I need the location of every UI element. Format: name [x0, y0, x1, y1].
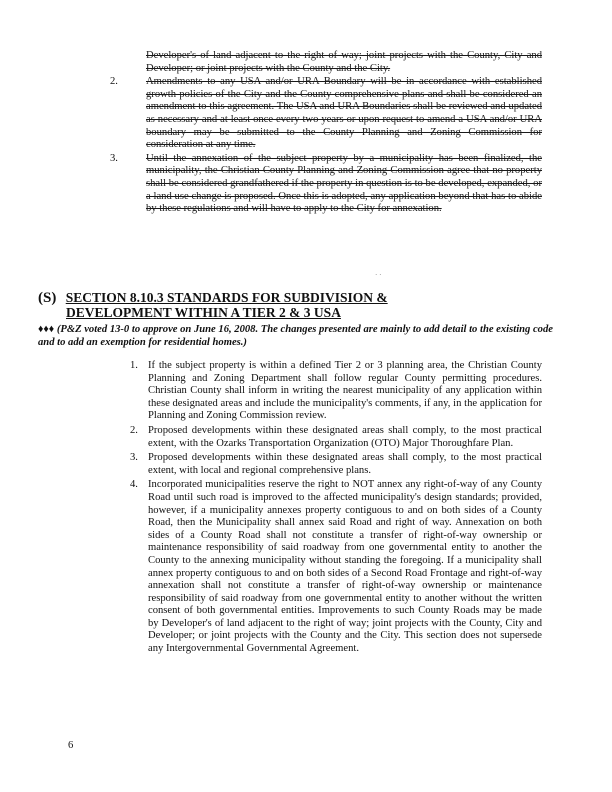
struck-item-3-number: 3.	[110, 152, 118, 164]
list-item-number: 3.	[130, 452, 138, 464]
section-heading	[38, 290, 558, 349]
list-item-text: Incorporated municipalities reserve the right to NOT annex any right-of-way of any County Road until such road is improved to the affected municipality's design standards; provided, however, if a municipality annexes property contiguous to and on both sides of a County Road, then the Municipality shall annex said Road and right of way. Annexation on both sides of a County Road shall not constitute a transfer of right-of-way ownership or maintenance responsibility of said roadway from one governmental entity to another the County to the annexing municipality without standing the foregoing. If a municipality shall annex property contiguous to and on both sides of a Second Road Frontage and right-of-way annexation shall not constitute a transfer of right-of-way ownership or maintenance responsibility of said roadway from one governmental entity to another without the written consent of both governmental entities. Improvements to such County Roads may be made by Developer's of land adjacent to the right of way; joint projects with the County, City and Developer; or joint projects with the County and the City. This section does not supersede any Intergovernmental Governmental Agreement.	[148, 479, 542, 655]
scan-smudge: · ·	[375, 271, 382, 279]
section-title-part-2: DEVELOPMENT WITHIN A TIER 2 & 3 USA	[66, 305, 341, 320]
list-item-number: 1.	[130, 360, 138, 371]
list-item	[130, 452, 542, 477]
list-item-number: 4.	[130, 479, 138, 491]
struck-item-3	[110, 153, 542, 216]
struck-text-block	[110, 50, 542, 216]
list-item-number: 2.	[130, 424, 138, 436]
section-title-part-1: SECTION 8.10.3 STANDARDS FOR SUBDIVISION &	[65, 290, 388, 305]
struck-item-2-text: Amendments to any USA and/or URA Boundary will be in accordance with established growth policies of the City and the County comprehensive plans and shall be considered an amendment to this agreement. The USA and URA Boundaries shall be reviewed and updated as necessary and at least once every two years or upon request to amend a USA and/or URA boundary may be submitted to the County Planning and Zoning Commission for consideration at any time.	[146, 76, 542, 151]
section-note: ♦♦♦ (P&Z voted 13-0 to approve on June 16, 2008. The changes presented are mainly to add detail to the existing code and to add an exemption for residential homes.)	[38, 324, 553, 348]
standards-list	[130, 360, 542, 658]
list-item	[130, 425, 542, 450]
struck-item-2	[110, 76, 542, 152]
section-mark: (S)	[38, 290, 57, 306]
section-title-line-1	[38, 290, 558, 306]
struck-paragraph-1: Developer's of land adjacent to the right of way; joint projects with the County, City and Developer; or joint projects with the County and the City.	[146, 50, 542, 74]
list-item	[130, 479, 542, 655]
list-item-text: If the subject property is within a defined Tier 2 or 3 planning area, the Christian County Planning and Zoning Department shall follow regular County permitting procedures. Christian County shall inform in writing the nearest municipality of any application within these designated areas and include the municipality's comments, if any, in the application for Planning and Zoning Commission review.	[148, 360, 542, 422]
struck-item-3-text: Until the annexation of the subject property by a municipality has been finalized, the municipality, the Christian County Planning and Zoning Commission agree that no property shall be considered grandfathered if the property in question is to be developed, expanded, or a land use change is proposed. Once this is adopted, any application beyond that has to abide by these regulations and will have to apply to the City for annexation.	[146, 152, 542, 215]
list-item	[130, 360, 542, 423]
list-item-text: Proposed developments within these designated areas shall comply, to the most practical extent, with the Ozarks Transportation Organization (OTO) Major Thoroughfare Plan.	[148, 424, 542, 449]
list-item-text: Proposed developments within these designated areas shall comply, to the most practical extent, with local and regional comprehensive plans.	[148, 452, 542, 476]
struck-item-2-number: 2.	[110, 76, 118, 88]
page-number: 6	[68, 740, 74, 751]
